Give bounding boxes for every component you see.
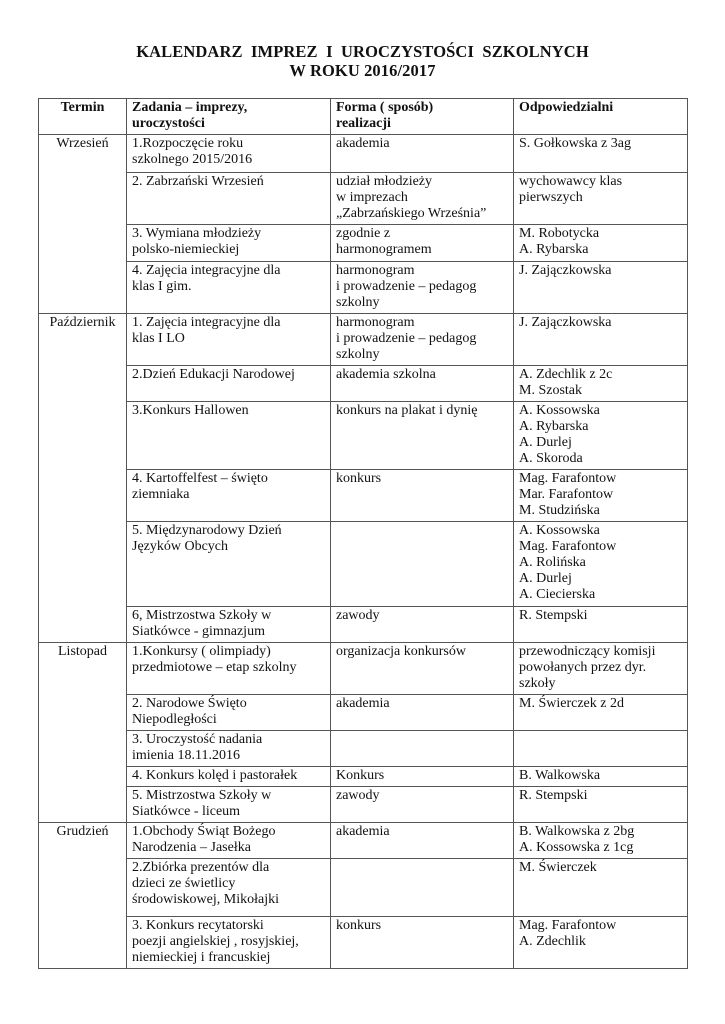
month-cell: Wrzesień	[39, 135, 127, 314]
form-cell	[331, 823, 514, 859]
table-row	[39, 135, 688, 173]
responsible-cell	[514, 695, 688, 731]
form-cell	[331, 470, 514, 522]
responsible-cell	[514, 767, 688, 787]
task-cell-line: 2. Narodowe Święto	[132, 696, 247, 711]
responsible-cell-line: powołanych przez dyr.	[519, 660, 647, 675]
responsible-cell	[514, 366, 688, 402]
form-cell-line: akademia szkolna	[336, 367, 436, 382]
responsible-cell-line: Mar. Farafontow	[519, 487, 614, 502]
task-cell-line: 5. Mistrzostwa Szkoły w	[132, 788, 272, 803]
responsible-cell	[514, 787, 688, 823]
form-cell-line: „Zabrzańskiego Września”	[336, 206, 487, 221]
form-cell	[331, 607, 514, 643]
task-cell-line: 2.Zbiórka prezentów dla	[132, 860, 270, 875]
table-row	[39, 859, 688, 917]
form-cell	[331, 262, 514, 314]
table-row	[39, 225, 688, 262]
header-responsible: Odpowiedzialni	[514, 99, 688, 135]
form-cell	[331, 787, 514, 823]
task-cell-line: przedmiotowe – etap szkolny	[132, 660, 297, 675]
form-cell-line: w imprezach	[336, 190, 408, 205]
responsible-cell-line: M. Świerczek	[519, 860, 597, 875]
form-cell	[331, 173, 514, 225]
responsible-cell-line: A. Kossowska	[519, 403, 600, 418]
task-cell	[127, 695, 331, 731]
task-cell-line: 3.Konkurs Hallowen	[132, 403, 249, 418]
task-cell	[127, 470, 331, 522]
form-cell-line: akademia	[336, 696, 390, 711]
responsible-cell-line: A. Durlej	[519, 435, 572, 450]
title-line-2: W ROKU 2016/2017	[289, 61, 436, 80]
task-cell	[127, 173, 331, 225]
document-title	[0, 42, 725, 80]
task-cell-line: poezji angielskiej , rosyjskiej,	[132, 934, 299, 949]
events-calendar-table	[38, 98, 688, 969]
task-cell-line: 3. Konkurs recytatorski	[132, 918, 264, 933]
table-row	[39, 402, 688, 470]
task-cell-line: klas I gim.	[132, 279, 192, 294]
task-cell-line: 1.Konkursy ( olimpiady)	[132, 644, 271, 659]
responsible-cell-line: A. Rolińska	[519, 555, 586, 570]
task-cell-line: środowiskowej, Mikołajki	[132, 892, 279, 907]
form-cell	[331, 314, 514, 366]
task-cell	[127, 643, 331, 695]
responsible-cell-line: A. Zdechlik	[519, 934, 586, 949]
task-cell-line: 6, Mistrzostwa Szkoły w	[132, 608, 272, 623]
table-row	[39, 787, 688, 823]
form-cell-line: akademia	[336, 824, 390, 839]
responsible-cell-line: przewodniczący komisji	[519, 644, 656, 659]
form-cell-line: konkurs na plakat i dynię	[336, 403, 478, 418]
task-cell-line: Siatkówce - gimnazjum	[132, 624, 265, 639]
form-cell-line: szkolny	[336, 295, 380, 310]
title-line-1: KALENDARZ IMPREZ I UROCZYSTOŚCI SZKOLNYCH	[136, 42, 589, 61]
responsible-cell-line: J. Zajączkowska	[519, 263, 612, 278]
month-cell: Grudzień	[39, 823, 127, 969]
task-cell-line: 1.Obchody Świąt Bożego	[132, 824, 276, 839]
responsible-cell-line: M. Robotycka	[519, 226, 600, 241]
form-cell-line: udział młodzieży	[336, 174, 433, 189]
responsible-cell-line: A. Rybarska	[519, 419, 589, 434]
table-row	[39, 823, 688, 859]
task-cell-line: 1. Zajęcia integracyjne dla	[132, 315, 281, 330]
form-cell-line: harmonogram	[336, 315, 415, 330]
responsible-cell-line: R. Stempski	[519, 788, 588, 803]
responsible-cell-line: pierwszych	[519, 190, 583, 205]
responsible-cell-line: A. Kossowska	[519, 523, 600, 538]
task-cell-line: 1.Rozpoczęcie roku	[132, 136, 244, 151]
responsible-cell-line: S. Gołkowska z 3ag	[519, 136, 631, 151]
table-row	[39, 470, 688, 522]
responsible-cell-line: Mag. Farafontow	[519, 471, 617, 486]
table-row	[39, 767, 688, 787]
task-cell-line: 2.Dzień Edukacji Narodowej	[132, 367, 295, 382]
form-cell	[331, 643, 514, 695]
task-cell	[127, 262, 331, 314]
task-cell	[127, 607, 331, 643]
responsible-cell-line: szkoły	[519, 676, 556, 691]
responsible-cell-line: A. Zdechlik z 2c	[519, 367, 613, 382]
task-cell	[127, 314, 331, 366]
table-row	[39, 731, 688, 767]
form-cell	[331, 225, 514, 262]
responsible-cell-line: A. Ciecierska	[519, 587, 596, 602]
responsible-cell-line: Mag. Farafontow	[519, 539, 617, 554]
table-row	[39, 314, 688, 366]
table-header	[39, 99, 688, 135]
form-cell-line: szkolny	[336, 347, 380, 362]
task-cell-line: Siatkówce - liceum	[132, 804, 241, 819]
responsible-cell-line: A. Rybarska	[519, 242, 589, 257]
form-cell	[331, 135, 514, 173]
form-cell-line: akademia	[336, 136, 390, 151]
form-cell	[331, 402, 514, 470]
responsible-cell	[514, 607, 688, 643]
month-cell: Październik	[39, 314, 127, 643]
task-cell	[127, 787, 331, 823]
header-form: Forma ( sposób) realizacji	[331, 99, 514, 135]
responsible-cell	[514, 917, 688, 969]
form-cell	[331, 366, 514, 402]
responsible-cell-line: A. Kossowska z 1cg	[519, 840, 634, 855]
form-cell-line: zgodnie z	[336, 226, 391, 241]
form-cell-line: harmonogram	[336, 263, 415, 278]
task-cell	[127, 917, 331, 969]
task-cell-line: 2. Zabrzański Wrzesień	[132, 174, 264, 189]
task-cell	[127, 731, 331, 767]
responsible-cell	[514, 823, 688, 859]
responsible-cell	[514, 173, 688, 225]
responsible-cell	[514, 262, 688, 314]
form-cell	[331, 767, 514, 787]
responsible-cell-line: wychowawcy klas	[519, 174, 623, 189]
task-cell-line: Języków Obcych	[132, 539, 229, 554]
task-cell-line: 4. Zajęcia integracyjne dla	[132, 263, 281, 278]
form-cell	[331, 917, 514, 969]
responsible-cell	[514, 225, 688, 262]
responsible-cell	[514, 470, 688, 522]
responsible-cell	[514, 859, 688, 917]
form-cell	[331, 731, 514, 767]
responsible-cell-line: M. Studzińska	[519, 503, 600, 518]
table-row	[39, 917, 688, 969]
form-cell-line: zawody	[336, 788, 380, 803]
form-cell-line: konkurs	[336, 918, 382, 933]
task-cell-line: imienia 18.11.2016	[132, 748, 240, 763]
task-cell-line: niemieckiej i francuskiej	[132, 950, 271, 965]
task-cell-line: 3. Uroczystość nadania	[132, 732, 263, 747]
task-cell-line: dzieci ze świetlicy	[132, 876, 236, 891]
responsible-cell	[514, 522, 688, 607]
task-cell	[127, 402, 331, 470]
task-cell	[127, 823, 331, 859]
form-cell	[331, 695, 514, 731]
task-cell-line: polsko-niemieckiej	[132, 242, 240, 257]
form-cell-line: organizacja konkursów	[336, 644, 466, 659]
form-cell-line: i prowadzenie – pedagog	[336, 279, 477, 294]
task-cell	[127, 767, 331, 787]
responsible-cell-line: B. Walkowska z 2bg	[519, 824, 635, 839]
table-row	[39, 262, 688, 314]
task-cell-line: klas I LO	[132, 331, 185, 346]
task-cell-line: 5. Międzynarodowy Dzień	[132, 523, 282, 538]
header-term: Termin	[39, 99, 127, 135]
responsible-cell-line: A. Skoroda	[519, 451, 583, 466]
task-cell	[127, 859, 331, 917]
responsible-cell-line: A. Durlej	[519, 571, 572, 586]
task-cell	[127, 225, 331, 262]
table-row	[39, 173, 688, 225]
form-cell-line: harmonogramem	[336, 242, 432, 257]
table-body	[39, 135, 688, 969]
responsible-cell-line: J. Zajączkowska	[519, 315, 612, 330]
table-row	[39, 607, 688, 643]
form-cell-line: konkurs	[336, 471, 382, 486]
form-cell-line: zawody	[336, 608, 380, 623]
task-cell	[127, 522, 331, 607]
month-cell: Listopad	[39, 643, 127, 823]
form-cell	[331, 522, 514, 607]
responsible-cell	[514, 135, 688, 173]
task-cell-line: szkolnego 2015/2016	[132, 152, 253, 167]
form-cell	[331, 859, 514, 917]
header-task: Zadania – imprezy, uroczystości	[127, 99, 331, 135]
responsible-cell-line: M. Świerczek z 2d	[519, 696, 624, 711]
responsible-cell	[514, 731, 688, 767]
responsible-cell-line: Mag. Farafontow	[519, 918, 617, 933]
task-cell-line: 4. Konkurs kolęd i pastorałek	[132, 768, 298, 783]
table-row	[39, 522, 688, 607]
task-cell-line: Niepodległości	[132, 712, 217, 727]
task-cell	[127, 366, 331, 402]
table-row	[39, 695, 688, 731]
responsible-cell	[514, 643, 688, 695]
form-cell-line: i prowadzenie – pedagog	[336, 331, 477, 346]
task-cell-line: 4. Kartoffelfest – święto	[132, 471, 268, 486]
table-row	[39, 643, 688, 695]
responsible-cell	[514, 402, 688, 470]
task-cell	[127, 135, 331, 173]
responsible-cell-line: R. Stempski	[519, 608, 588, 623]
responsible-cell-line: B. Walkowska	[519, 768, 601, 783]
table-row	[39, 366, 688, 402]
task-cell-line: Narodzenia – Jasełka	[132, 840, 251, 855]
responsible-cell	[514, 314, 688, 366]
task-cell-line: ziemniaka	[132, 487, 190, 502]
form-cell-line: Konkurs	[336, 768, 385, 783]
responsible-cell-line: M. Szostak	[519, 383, 582, 398]
task-cell-line: 3. Wymiana młodzieży	[132, 226, 262, 241]
header-row	[39, 99, 688, 135]
